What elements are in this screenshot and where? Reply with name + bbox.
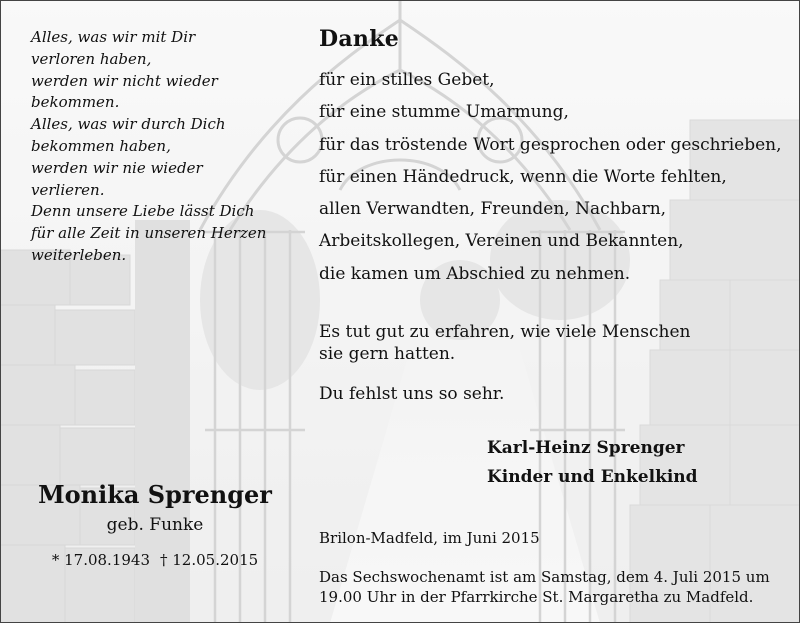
maiden-name: geb. Funke [106,515,204,535]
signer-name: Kinder und Enkelkind [487,467,698,487]
mass-notice [319,568,770,607]
thanks-line: die kamen um Abschied zu nehmen. [319,263,631,284]
thanks-list [319,64,782,290]
birth-date: * 17.08.1943 [51,551,150,569]
notice-line: 19.00 Uhr in der Pfarrkirche St. Margaretha zu Madfeld. [319,587,754,606]
notice-line: Das Sechswochenamt ist am Samstag, dem 4. Juli 2015 um [319,568,770,586]
memorial-poem [31,27,281,267]
poem-line: verloren haben, [31,49,152,68]
poem-line: Alles, was wir durch Dich [31,115,226,134]
signer-name: Karl-Heinz Sprenger [487,438,685,458]
thanks-line: für eine stumme Umarmung, [319,102,569,123]
thanks-line: Arbeitskollegen, Vereinen und Bekannten, [319,231,684,252]
thanks-line: für ein stilles Gebet, [319,70,495,90]
signers [487,434,698,492]
paragraph-line: Es tut gut zu erfahren, wie viele Menschen [319,322,691,342]
deceased-name: Monika Sprenger [38,480,272,509]
poem-line: bekommen. [31,93,120,112]
poem-line: verlieren. [31,180,105,199]
death-date: † 12.05.2015 [160,551,259,569]
life-dates [0,551,310,569]
thanks-heading: Danke [319,26,400,52]
poem-line: werden wir nie wieder [31,158,203,177]
miss-line: Du fehlst uns so sehr. [319,384,505,404]
place-date: Brilon-Madfeld, im Juni 2015 [319,529,540,547]
poem-line: weiterleben. [31,245,127,264]
poem-line: Alles, was wir mit Dir [31,28,196,46]
poem-line: werden wir nicht wieder [31,71,218,90]
thanks-line: für einen Händedruck, wenn die Worte fehlten, [319,166,727,187]
thanks-line: allen Verwandten, Freunden, Nachbarn, [319,199,667,220]
paragraph-line: sie gern hatten. [319,344,456,364]
thanks-line: für das tröstende Wort gesprochen oder geschrieben, [319,134,782,155]
poem-line: Denn unsere Liebe lässt Dich [31,202,255,221]
poem-line: für alle Zeit in unseren Herzen [31,224,267,243]
comfort-paragraph [319,321,691,365]
poem-line: bekommen haben, [31,136,171,155]
